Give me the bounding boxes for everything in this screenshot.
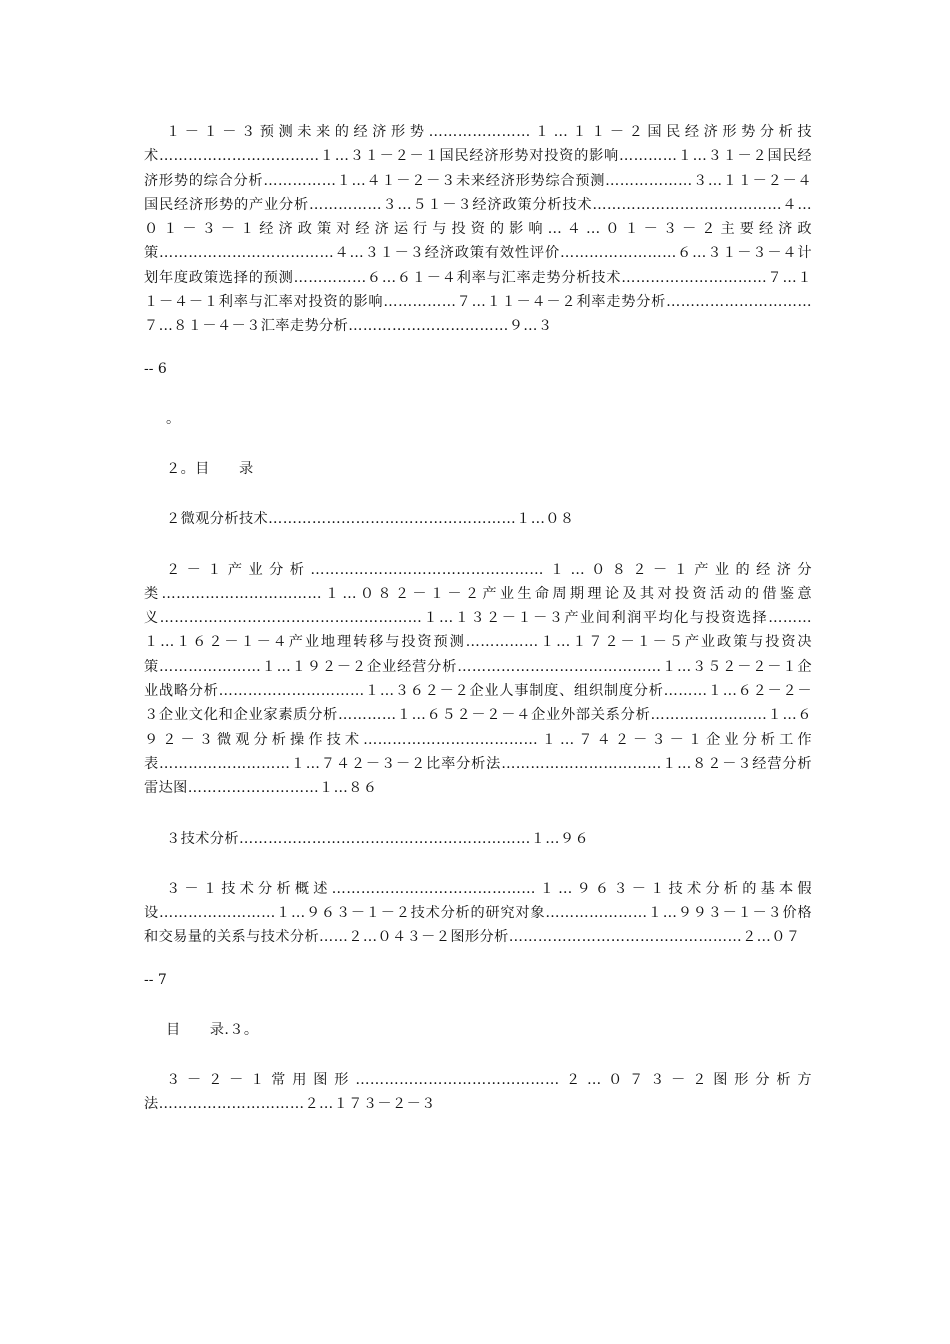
toc-paragraph-chapter-2: ２－１产业分析…………………………………………１…０８２－１产业的经济分类……………………………１…０８２－１－２产业生命周期理论及其对投资活动的借鉴意义………………………………………………１…１３２－１－３产业间利润平均化与投资选择………１…１６２－１－４产业地理转移与投资预测……………１…１７２－１－５产业政策与投资决策…………………１…１９２－２企业经营分析……………………………………１…３５２－２－１企业战略分析…………………………１…３６２－２企业人事制度、组织制度分析………１…６２－２－３企业文化和企业家素质分析…………１…６５２－２－４企业外部关系分析……………………１…６９２－３微观分析操作技术………………………………１…７４２－３－１企业分析工作表………………………１…７４２－３－２比率分析法……………………………１…８２－３经营分析雷达图………………………１…８６ <box>144 561 812 797</box>
page-marker-6: -- 6 <box>144 360 167 377</box>
toc-paragraph-chapter-3-2: ３－２－１常用图形……………………………………２…０７３－２图形分析方法…………………………２…１７３－２－３ <box>144 1072 812 1113</box>
page-marker-7: -- 7 <box>144 971 167 988</box>
toc-entry-chapter-3: ３技术分析……………………………………………………１…９６ <box>166 830 590 847</box>
toc-entry-chapter-2: ２微观分析技术……………………………………………１…０８ <box>166 511 575 528</box>
document-page <box>144 120 812 1117</box>
stray-punctuation: 。 <box>166 410 181 427</box>
toc-paragraph-chapter-1: １－１－３预测未来的经济形势…………………１…１１－２国民经济形势分析技术……………………………１…３１－２－１国民经济形势对投资的影响…………１…３１－２国民经济形势的综合分析……………１…４１－２－３未来经济形势综合预测………………３…１１－２－４国民经济形势的产业分析……………３…５１－３经济政策分析技术…………………………………４…０１－３－１经济政策对经济运行与投资的影响…４…０１－３－２主要经济政策………………………………４…３１－３经济政策有效性评价……………………６…３１－３－４计划年度政策选择的预测……………６…６１－４利率与汇率走势分析技术…………………………７…１１－４－１利率与汇率对投资的影响……………７…１１－４－２利率走势分析…………………………７…８１－４－３汇率走势分析……………………………９…３ <box>144 124 812 335</box>
toc-heading-3: 目 录.３。 <box>166 1021 259 1038</box>
toc-heading-2: ２。目 录 <box>166 460 254 477</box>
toc-paragraph-chapter-3: ３－１技术分析概述……………………………………１…９６３－１技术分析的基本假设……………………１…９６３－１－２技术分析的研究对象…………………１…９９３－１－３价格和交易量的关系与技术分析……２…０４３－２图形分析…………………………………………２…０７ <box>144 880 812 946</box>
